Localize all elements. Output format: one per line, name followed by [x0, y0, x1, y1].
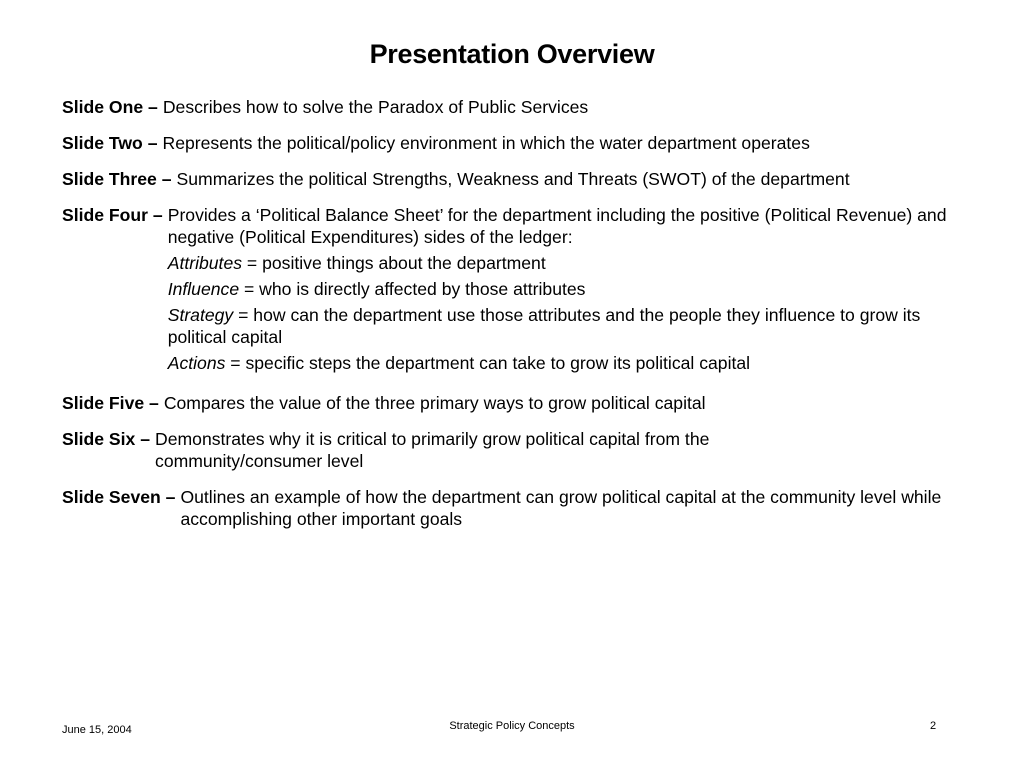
list-item: [62, 168, 982, 190]
slide-label: Slide Three –: [62, 169, 172, 189]
slide-description: Outlines an example of how the department can grow political capital at the community level while accomplishing other important goals: [180, 487, 942, 529]
sub-definition: = specific steps the department can take to grow its political capital: [225, 353, 751, 373]
list-item: [62, 204, 982, 378]
slide-label: Slide Six –: [62, 429, 151, 449]
slide-list: [62, 96, 982, 544]
footer-date: June 15, 2004: [62, 724, 132, 736]
slide-description: Provides a ‘Political Balance Sheet’ for the department including the positive (Political Revenue) and negative (Political Expenditures) sides of the ledger:: [167, 205, 947, 247]
sub-definition: = positive things about the department: [242, 253, 546, 273]
slide-description: Describes how to solve the Paradox of Public Services: [162, 97, 589, 117]
sub-list: [168, 252, 982, 374]
sub-list-item: [168, 304, 982, 348]
slide-label: Slide Seven –: [62, 487, 176, 507]
sub-list-item: [168, 352, 982, 374]
page-number: 2: [930, 720, 937, 732]
slide-description-block: [163, 204, 982, 378]
slide-label: Slide One –: [62, 97, 158, 117]
sub-definition: = how can the department use those attributes and the people they influence to grow its political capital: [167, 305, 921, 347]
sub-list-item: [168, 278, 982, 300]
sub-term: Influence: [167, 279, 240, 299]
slide-label: Slide Four –: [62, 205, 163, 225]
list-item: [62, 132, 982, 154]
sub-list-item: [168, 252, 982, 274]
list-item: [62, 392, 982, 414]
slide-description: Summarizes the political Strengths, Weakness and Threats (SWOT) of the department: [176, 169, 850, 189]
slide-description: Demonstrates why it is critical to primarily grow political capital from the community/consumer level: [155, 429, 710, 471]
list-item: [62, 96, 982, 118]
page-title: Presentation Overview: [369, 39, 655, 69]
slide-label: Slide Five –: [62, 393, 159, 413]
slide-description: Compares the value of the three primary ways to grow political capital: [163, 393, 706, 413]
sub-term: Attributes: [167, 253, 243, 273]
list-item: [62, 428, 822, 472]
sub-term: Actions: [167, 353, 226, 373]
slide-label: Slide Two –: [62, 133, 158, 153]
footer-title: Strategic Policy Concepts: [449, 720, 575, 732]
sub-definition: = who is directly affected by those attributes: [239, 279, 586, 299]
slide-description: Represents the political/policy environment in which the water department operates: [162, 133, 810, 153]
list-item: [62, 486, 982, 530]
sub-term: Strategy: [167, 305, 234, 325]
